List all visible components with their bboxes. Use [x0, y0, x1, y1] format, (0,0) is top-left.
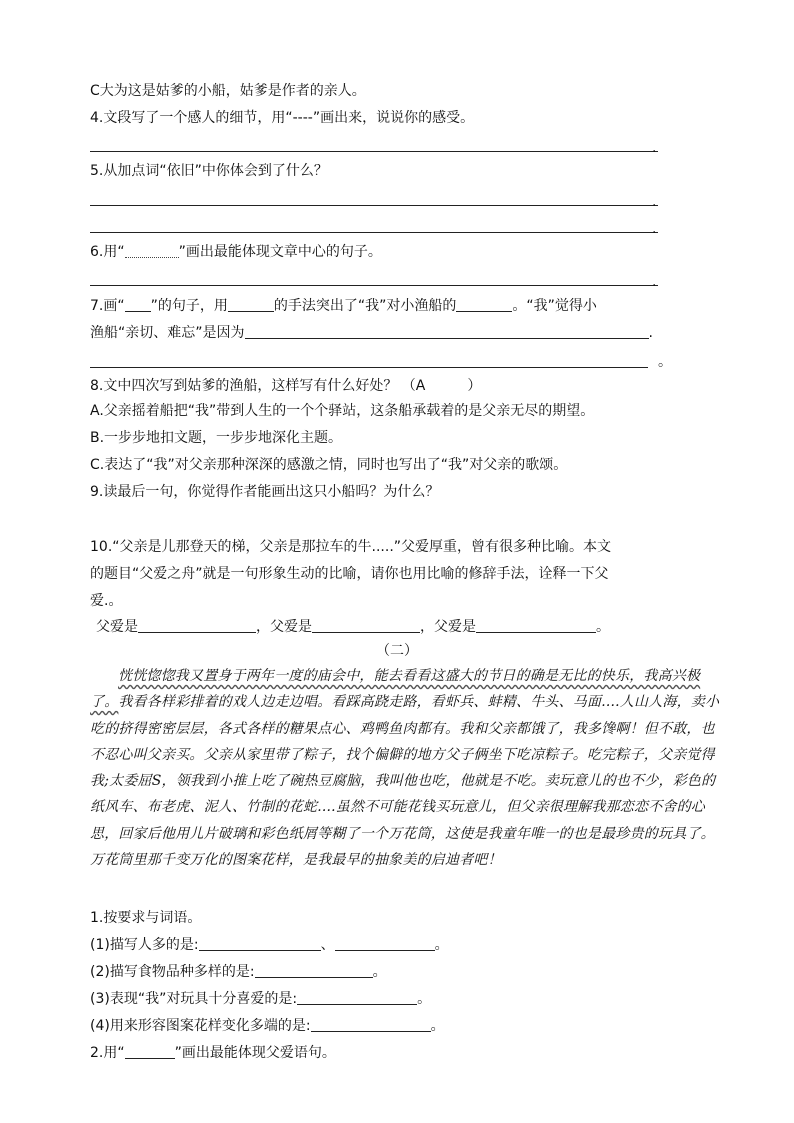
p2-q1-item-1 — [90, 935, 449, 955]
p2-q1-item-3-label: (3)表现“我”对玩具十分喜爱的是: — [90, 991, 298, 1007]
p2-q1-item-2-end: 。 — [372, 964, 387, 980]
q6-prompt — [90, 242, 382, 262]
q7-part-1: 7.画“ — [90, 298, 125, 314]
q7-blank-technique[interactable] — [228, 297, 274, 312]
q6-wavy-mark — [125, 247, 179, 258]
q6-line-end: . — [652, 274, 657, 290]
p2-q2-suffix: ”画出最能体现父爱语句。 — [174, 1045, 336, 1061]
q7-part-4: 。“我”觉得小 — [512, 298, 597, 314]
passage-highlighted-sentence: 恍恍惚惚我又置身于两年一度的庙会中，能去看看这盛大的节日的确是无比的快乐，我高兴极了。 — [90, 668, 701, 711]
q10-line-2: 的题目“父爱之舟”就是一句形象生动的比喻，请你也用比喻的修辞手法，诠释一下父 — [90, 566, 609, 582]
p2-q1-title: 1.按要求与词语。 — [90, 910, 202, 926]
q7-part-2: ”的句子，用 — [150, 298, 228, 314]
p2-q1-item-2-blank[interactable] — [255, 963, 373, 978]
q9-prompt: 9.读最后一句，你觉得作者能画出这只小船吗？为什么？ — [90, 484, 440, 500]
q4-line-end: . — [652, 140, 657, 156]
q5-line-end-2: . — [652, 221, 657, 237]
p2-q2-prompt — [90, 1043, 336, 1063]
p2-q2-prefix: 2.用“ — [90, 1045, 125, 1061]
q10-line-3: 爱.。 — [90, 593, 123, 609]
p2-q1-item-2 — [90, 962, 387, 982]
q10-line-1: 10.“父亲是儿那登天的梯，父亲是那拉车的牛.....”父爱厚重，曾有很多种比喻。本文 — [90, 539, 612, 555]
p2-q1-item-1-sep: 、 — [320, 937, 335, 953]
p2-q1-item-2-label: (2)描写食物品种多样的是: — [90, 964, 255, 980]
passage — [90, 663, 720, 873]
p2-q1-item-4-end: 。 — [430, 1018, 445, 1034]
q10-blank-3[interactable] — [476, 618, 596, 633]
section-2-title: （二） — [376, 643, 418, 659]
q5-answer-line-2[interactable] — [90, 232, 658, 233]
q8-option-b: B.一步步地扣文题，一步步地深化主题。 — [90, 430, 343, 446]
q6-suffix: ”画出最能体现文章中心的句子。 — [178, 244, 382, 260]
q10-answer-row — [96, 617, 610, 637]
p2-q1-item-4 — [90, 1016, 445, 1036]
q10-label-3: 父爱是 — [434, 619, 476, 635]
p2-q1-item-3-blank[interactable] — [297, 990, 417, 1005]
q7-blank-reason[interactable] — [245, 324, 649, 339]
p2-q1-item-1-label: (1)描写人多的是: — [90, 937, 199, 953]
q5-line-end-1: . — [652, 194, 657, 210]
q7-blank-mark[interactable] — [125, 297, 151, 312]
passage-body: 我看各样彩排着的戏人边走边唱。看踩高跷走路，看虾兵、蚌精、牛头、马面....人山人海，卖小吃的挤得密密层层，各式各样的糖果点心、鸡鸭鱼肉都有。我和父亲都饿了，我多馋啊！但不敢，也不忍心叫父亲买。父亲从家里带了粽子，找个偏僻的地方父子俩坐下吃凉粽子。吃完粽子，父亲觉得我;太委屈S，领我到小推上吃了碗热豆腐脑，我叫他也吃，他就是不吃。卖玩意儿的也不少，彩色的纸风车、布老虎、泥人、竹制的花蛇....虽然不可能花钱买玩意儿，但父亲很理解我那恋恋不舍的心思，回家后他用儿片破璃和彩色纸屑等糊了一个万花筒，这使是我童年唯一的也是最珍贵的玩具了。万花筒里那千变万化的图案花样，是我最早的抽象美的启迪者吧！ — [90, 694, 720, 869]
q10-blank-2[interactable] — [312, 618, 420, 633]
q7-part-3: 的手法突出了“我”对小渔船的 — [273, 298, 457, 314]
q3-option-c: C大为这是姑爹的小船，姑爹是作者的亲人。 — [90, 83, 366, 99]
q7-blank-feeling[interactable] — [456, 297, 512, 312]
q10-label-1: 父爱是 — [96, 619, 138, 635]
q7-answer-line-3[interactable] — [90, 367, 648, 368]
q5-answer-line-1[interactable] — [90, 205, 658, 206]
p2-q1-item-3-end: 。 — [417, 991, 432, 1007]
p2-q2-mark — [125, 1044, 175, 1059]
q10-blank-1[interactable] — [138, 618, 256, 633]
q7-line-3-end: 。 — [658, 354, 672, 370]
q10-end: 。 — [596, 619, 610, 635]
p2-q1-item-3 — [90, 989, 431, 1009]
q10-label-2: 父爱是 — [270, 619, 312, 635]
q8-option-a: A.父亲摇着船把“我”带到人生的一个个驿站，这条船承载着的是父亲无尽的期望。 — [90, 403, 595, 419]
q7-line-2-text: 渔船“亲切、难忘”是因为 — [90, 325, 245, 341]
q7-line-2 — [90, 323, 653, 343]
q4-answer-line[interactable] — [90, 151, 658, 152]
p2-q1-item-1-end: 。 — [434, 937, 449, 953]
q8-prompt: 8.文中四次写到姑爹的渔船，这样写有什么好处？ （A ） — [90, 378, 482, 394]
q10-comma-1: ， — [256, 619, 270, 635]
q4-prompt: 4.文段写了一个感人的细节，用“----”画出来，说说你的感受。 — [90, 110, 475, 126]
q7-line-1 — [90, 296, 597, 316]
q5-prompt: 5.从加点词“依旧”中你体会到了什么？ — [90, 163, 328, 179]
p2-q1-item-4-blank[interactable] — [311, 1017, 431, 1032]
p2-q1-item-4-label: (4)用来形容图案花样变化多端的是: — [90, 1018, 311, 1034]
q8-option-c: C.表达了“我”对父亲那种深深的感激之情，同时也写出了“我”对父亲的歌颂。 — [90, 457, 568, 473]
q6-prefix: 6.用“ — [90, 244, 125, 260]
p2-q1-item-1-blank-b[interactable] — [335, 936, 435, 951]
q6-answer-line[interactable] — [90, 285, 658, 286]
q10-comma-2: ， — [420, 619, 434, 635]
p2-q1-item-1-blank-a[interactable] — [199, 936, 321, 951]
q7-line-2-end: . — [648, 325, 653, 341]
